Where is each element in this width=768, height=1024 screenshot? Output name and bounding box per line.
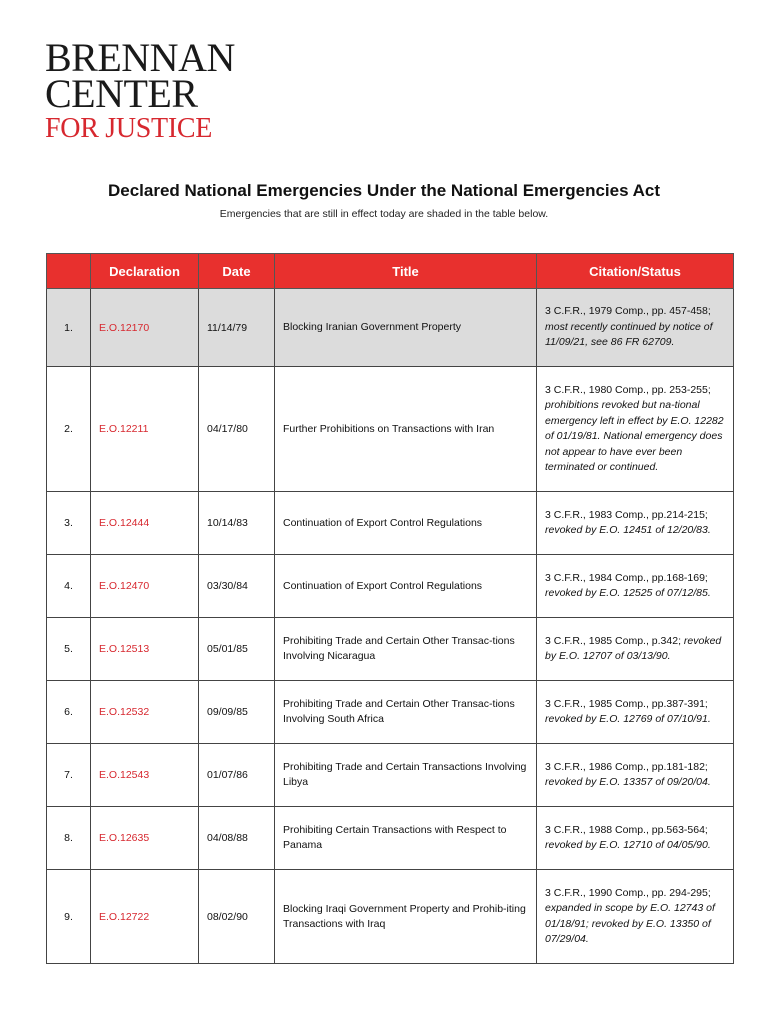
logo-line-brennan: BRENNAN bbox=[45, 35, 235, 80]
table-row bbox=[47, 681, 734, 744]
citation-status: most recently continued by notice of 11/09/21, see 86 FR 62709. bbox=[545, 320, 713, 349]
row-title: Prohibiting Trade and Certain Transactions Involving Libya bbox=[275, 744, 537, 807]
row-citation bbox=[537, 870, 734, 964]
citation-plain: 3 C.F.R., 1985 Comp., p.342; bbox=[545, 634, 684, 647]
citation-status: revoked by E.O. 12525 of 07/12/85. bbox=[545, 587, 711, 599]
row-number: 1. bbox=[47, 289, 91, 367]
table-row bbox=[47, 555, 734, 618]
citation-plain: 3 C.F.R., 1988 Comp., pp.563-564; bbox=[545, 823, 708, 836]
row-number: 2. bbox=[47, 367, 91, 492]
row-citation bbox=[537, 289, 734, 367]
row-date: 09/09/85 bbox=[199, 681, 275, 744]
row-title: Blocking Iranian Government Property bbox=[275, 289, 537, 367]
declaration-link[interactable]: E.O.12170 bbox=[91, 289, 199, 367]
declaration-link[interactable]: E.O.12532 bbox=[91, 681, 199, 744]
row-number: 5. bbox=[47, 618, 91, 681]
row-citation bbox=[537, 681, 734, 744]
table-row bbox=[47, 870, 734, 964]
citation-status: revoked by E.O. 13357 of 09/20/04. bbox=[545, 776, 711, 788]
row-number: 7. bbox=[47, 744, 91, 807]
header-date: Date bbox=[199, 254, 275, 289]
header-declaration: Declaration bbox=[91, 254, 199, 289]
row-title: Prohibiting Trade and Certain Other Transac-tions Involving Nicaragua bbox=[275, 618, 537, 681]
row-title: Prohibiting Certain Transactions with Respect to Panama bbox=[275, 807, 537, 870]
row-date: 08/02/90 bbox=[199, 870, 275, 964]
logo-line-for-justice: FOR JUSTICE bbox=[45, 113, 213, 144]
table-row bbox=[47, 618, 734, 681]
row-number: 8. bbox=[47, 807, 91, 870]
citation-plain: 3 C.F.R., 1990 Comp., pp. 294-295; bbox=[545, 886, 711, 899]
row-date: 03/30/84 bbox=[199, 555, 275, 618]
row-number: 4. bbox=[47, 555, 91, 618]
citation-status: expanded in scope by E.O. 12743 of 01/18/91; revoked by E.O. 13350 of 07/29/04. bbox=[545, 902, 715, 945]
citation-status: prohibitions revoked but na-tional emergency left in effect by E.O. 12282 of 01/19/81. National emergency does not appear to have ever been terminated or continued. bbox=[545, 399, 724, 473]
emergencies-table bbox=[46, 253, 734, 964]
citation-status: revoked by E.O. 12710 of 04/05/90. bbox=[545, 839, 711, 851]
row-date: 04/17/80 bbox=[199, 367, 275, 492]
header-title: Title bbox=[275, 254, 537, 289]
document-subtitle: Emergencies that are still in effect today are shaded in the table below. bbox=[219, 208, 549, 220]
header-number bbox=[47, 254, 91, 289]
brennan-center-logo bbox=[45, 35, 235, 146]
row-title: Continuation of Export Control Regulations bbox=[275, 555, 537, 618]
row-date: 05/01/85 bbox=[199, 618, 275, 681]
citation-plain: 3 C.F.R., 1979 Comp., pp. 457-458; bbox=[545, 305, 711, 318]
row-date: 10/14/83 bbox=[199, 492, 275, 555]
row-date: 11/14/79 bbox=[199, 289, 275, 367]
declaration-link[interactable]: E.O.12513 bbox=[91, 618, 199, 681]
row-title: Blocking Iraqi Government Property and Prohib-iting Transactions with Iraq bbox=[275, 870, 537, 964]
declaration-link[interactable]: E.O.12444 bbox=[91, 492, 199, 555]
citation-status: revoked by E.O. 12451 of 12/20/83. bbox=[545, 524, 711, 536]
row-citation bbox=[537, 807, 734, 870]
table-row bbox=[47, 744, 734, 807]
row-date: 04/08/88 bbox=[199, 807, 275, 870]
row-citation bbox=[537, 618, 734, 681]
citation-plain: 3 C.F.R., 1980 Comp., pp. 253-255; bbox=[545, 383, 711, 396]
citation-status: revoked by E.O. 12707 of 03/13/90. bbox=[545, 634, 722, 662]
row-citation bbox=[537, 367, 734, 492]
citation-plain: 3 C.F.R., 1983 Comp., pp.214-215; bbox=[545, 508, 708, 521]
row-number: 3. bbox=[47, 492, 91, 555]
declaration-link[interactable]: E.O.12635 bbox=[91, 807, 199, 870]
citation-plain: 3 C.F.R., 1984 Comp., pp.168-169; bbox=[545, 571, 708, 584]
row-number: 6. bbox=[47, 681, 91, 744]
declaration-link[interactable]: E.O.12722 bbox=[91, 870, 199, 964]
citation-plain: 3 C.F.R., 1986 Comp., pp.181-182; bbox=[545, 760, 708, 773]
declaration-link[interactable]: E.O.12211 bbox=[91, 367, 199, 492]
row-citation bbox=[537, 555, 734, 618]
row-title: Further Prohibitions on Transactions with Iran bbox=[275, 367, 537, 492]
row-title: Continuation of Export Control Regulations bbox=[275, 492, 537, 555]
row-citation bbox=[537, 492, 734, 555]
table-row bbox=[47, 289, 734, 367]
header-citation-status: Citation/Status bbox=[537, 254, 734, 289]
logo-line-center: CENTER bbox=[45, 71, 198, 116]
declaration-link[interactable]: E.O.12470 bbox=[91, 555, 199, 618]
citation-plain: 3 C.F.R., 1985 Comp., pp.387-391; bbox=[545, 697, 708, 710]
table-header-row bbox=[47, 254, 734, 289]
row-date: 01/07/86 bbox=[199, 744, 275, 807]
table-row bbox=[47, 492, 734, 555]
row-citation bbox=[537, 744, 734, 807]
document-title: Declared National Emergencies Under the National Emergencies Act bbox=[107, 181, 661, 200]
row-number: 9. bbox=[47, 870, 91, 964]
citation-status: revoked by E.O. 12769 of 07/10/91. bbox=[545, 713, 711, 725]
declaration-link[interactable]: E.O.12543 bbox=[91, 744, 199, 807]
table-row bbox=[47, 367, 734, 492]
row-title: Prohibiting Trade and Certain Other Transac-tions Involving South Africa bbox=[275, 681, 537, 744]
table-row bbox=[47, 807, 734, 870]
